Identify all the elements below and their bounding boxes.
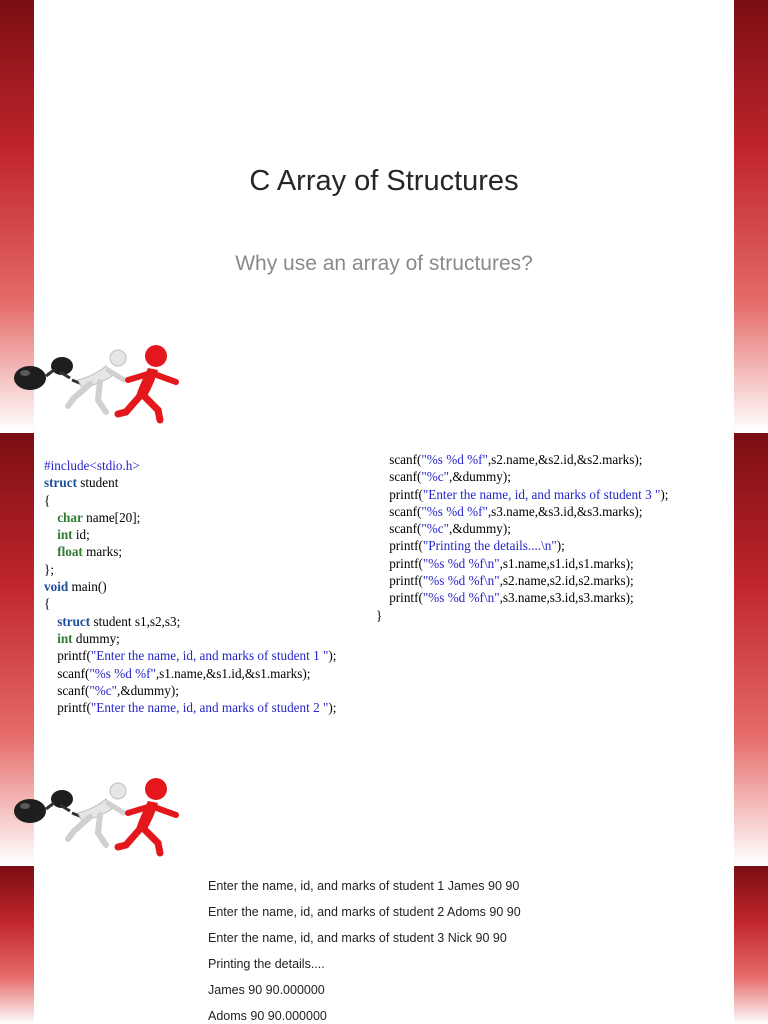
code-token: char xyxy=(57,509,83,525)
code-token: scanf( xyxy=(376,521,422,537)
code-line xyxy=(44,457,336,474)
code-token: ,s1.name,&s1.id,&s1.marks); xyxy=(155,665,311,681)
code-token: scanf( xyxy=(44,682,90,698)
code-line xyxy=(376,607,668,624)
code-token: "Printing the details....\n" xyxy=(422,538,557,554)
code-token: void xyxy=(44,579,69,595)
red-figure-icon xyxy=(118,345,176,420)
code-line xyxy=(44,543,336,560)
left-red-bar xyxy=(0,866,34,1024)
code-line xyxy=(44,665,336,682)
code-token: } xyxy=(376,607,383,623)
code-token: name[20]; xyxy=(82,509,141,525)
code-token: "%c" xyxy=(89,682,118,698)
code-token: ,s3.name,&s3.id,&s3.marks); xyxy=(487,503,643,519)
right-red-bar xyxy=(734,433,768,864)
output-line: Enter the name, id, and marks of student 3 Nick 90 90 xyxy=(208,931,507,945)
code-line xyxy=(376,468,668,485)
code-line xyxy=(376,503,668,520)
code-line xyxy=(44,474,336,491)
slide-subtitle-text: Why use an array of structures? xyxy=(235,252,533,275)
code-token: ,s2.name,s2.id,s2.marks); xyxy=(499,573,634,589)
code-token: student s1,s2,s3; xyxy=(90,613,181,629)
code-line xyxy=(44,682,336,699)
program-output xyxy=(208,876,521,1024)
code-line xyxy=(44,595,336,612)
code-token: ); xyxy=(660,486,669,502)
code-block-right xyxy=(376,451,668,624)
code-token: "Enter the name, id, and marks of student 1 " xyxy=(90,648,329,664)
code-token: "%s %d %f\n" xyxy=(422,555,500,571)
code-token: printf( xyxy=(376,555,423,571)
code-token: float xyxy=(57,544,83,560)
code-line xyxy=(44,561,336,578)
code-line xyxy=(376,486,668,503)
code-token xyxy=(44,544,57,559)
code-token: printf( xyxy=(376,590,423,606)
code-line xyxy=(44,613,336,630)
code-token: printf( xyxy=(376,538,423,554)
code-token: scanf( xyxy=(376,452,422,467)
code-line xyxy=(376,572,668,589)
code-token: { xyxy=(44,596,51,612)
code-token xyxy=(44,631,57,646)
code-line xyxy=(376,520,668,537)
code-token: "%c" xyxy=(421,521,450,537)
ball-and-chain-runner-icon xyxy=(8,340,188,430)
ball-icon xyxy=(14,799,46,823)
code-token: struct xyxy=(44,475,77,491)
code-token: printf( xyxy=(376,573,423,589)
code-token: id; xyxy=(72,527,90,543)
code-token: scanf( xyxy=(376,469,422,485)
code-token: ,s3.name,s3.id,s3.marks); xyxy=(499,590,634,606)
code-token: ,&dummy); xyxy=(449,521,511,537)
output-line: James 90 90.000000 xyxy=(208,983,325,997)
code-token: marks; xyxy=(82,544,123,560)
code-token: { xyxy=(44,492,51,508)
slide-output xyxy=(0,866,768,1024)
code-token: "%s %d %f" xyxy=(421,452,488,467)
code-token: printf( xyxy=(44,700,91,716)
slide-code xyxy=(0,433,768,864)
red-figure-icon xyxy=(118,778,176,853)
code-line xyxy=(44,630,336,647)
code-token xyxy=(44,614,57,629)
right-red-bar xyxy=(734,0,768,431)
code-token: printf( xyxy=(44,648,91,664)
output-line: Enter the name, id, and marks of student 1 James 90 90 xyxy=(208,879,520,893)
code-token: printf( xyxy=(376,486,423,502)
code-token: int xyxy=(57,630,73,646)
code-token: ,&dummy); xyxy=(449,469,511,485)
code-line xyxy=(44,509,336,526)
code-token: ,&dummy); xyxy=(117,682,179,698)
code-line xyxy=(44,578,336,595)
code-token: "Enter the name, id, and marks of student 2 " xyxy=(90,700,329,716)
code-line xyxy=(44,647,336,664)
code-token: "%s %d %f" xyxy=(421,503,488,519)
code-token: #include<stdio.h> xyxy=(44,458,140,473)
code-token xyxy=(44,527,57,542)
code-token: "%s %d %f\n" xyxy=(422,590,500,606)
output-line: Printing the details.... xyxy=(208,957,325,971)
code-line xyxy=(376,555,668,572)
output-line: Enter the name, id, and marks of student 2 Adoms 90 90 xyxy=(208,905,521,919)
slide-title xyxy=(0,0,768,431)
code-token: scanf( xyxy=(376,503,422,519)
code-token: ,s2.name,&s2.id,&s2.marks); xyxy=(487,452,643,467)
code-token: "%s %d %f" xyxy=(89,665,156,681)
code-token: }; xyxy=(44,561,54,577)
code-token: ); xyxy=(556,538,565,554)
code-token: "%s %d %f\n" xyxy=(422,573,500,589)
code-line xyxy=(376,451,668,468)
code-line xyxy=(44,526,336,543)
ball-icon xyxy=(14,366,46,390)
code-token: ); xyxy=(328,700,337,716)
code-token: ,s1.name,s1.id,s1.marks); xyxy=(499,555,634,571)
slide-title-text: C Array of Structures xyxy=(249,165,519,197)
code-line xyxy=(44,492,336,509)
code-line xyxy=(376,537,668,554)
right-red-bar xyxy=(734,866,768,1024)
code-line xyxy=(44,699,336,716)
ball-and-chain-runner-icon xyxy=(8,773,188,863)
code-token: int xyxy=(57,527,73,543)
code-token: scanf( xyxy=(44,665,90,681)
code-block-left xyxy=(44,457,336,716)
code-token: struct xyxy=(57,613,91,629)
code-token: student xyxy=(76,475,119,491)
code-token: ); xyxy=(328,648,337,664)
code-token: dummy; xyxy=(72,630,120,646)
code-line xyxy=(376,589,668,606)
output-line: Adoms 90 90.000000 xyxy=(208,1009,327,1023)
code-token: "Enter the name, id, and marks of student 3 " xyxy=(422,486,661,502)
code-token: main() xyxy=(68,579,107,595)
code-token: "%c" xyxy=(421,469,450,485)
code-token xyxy=(44,510,57,525)
